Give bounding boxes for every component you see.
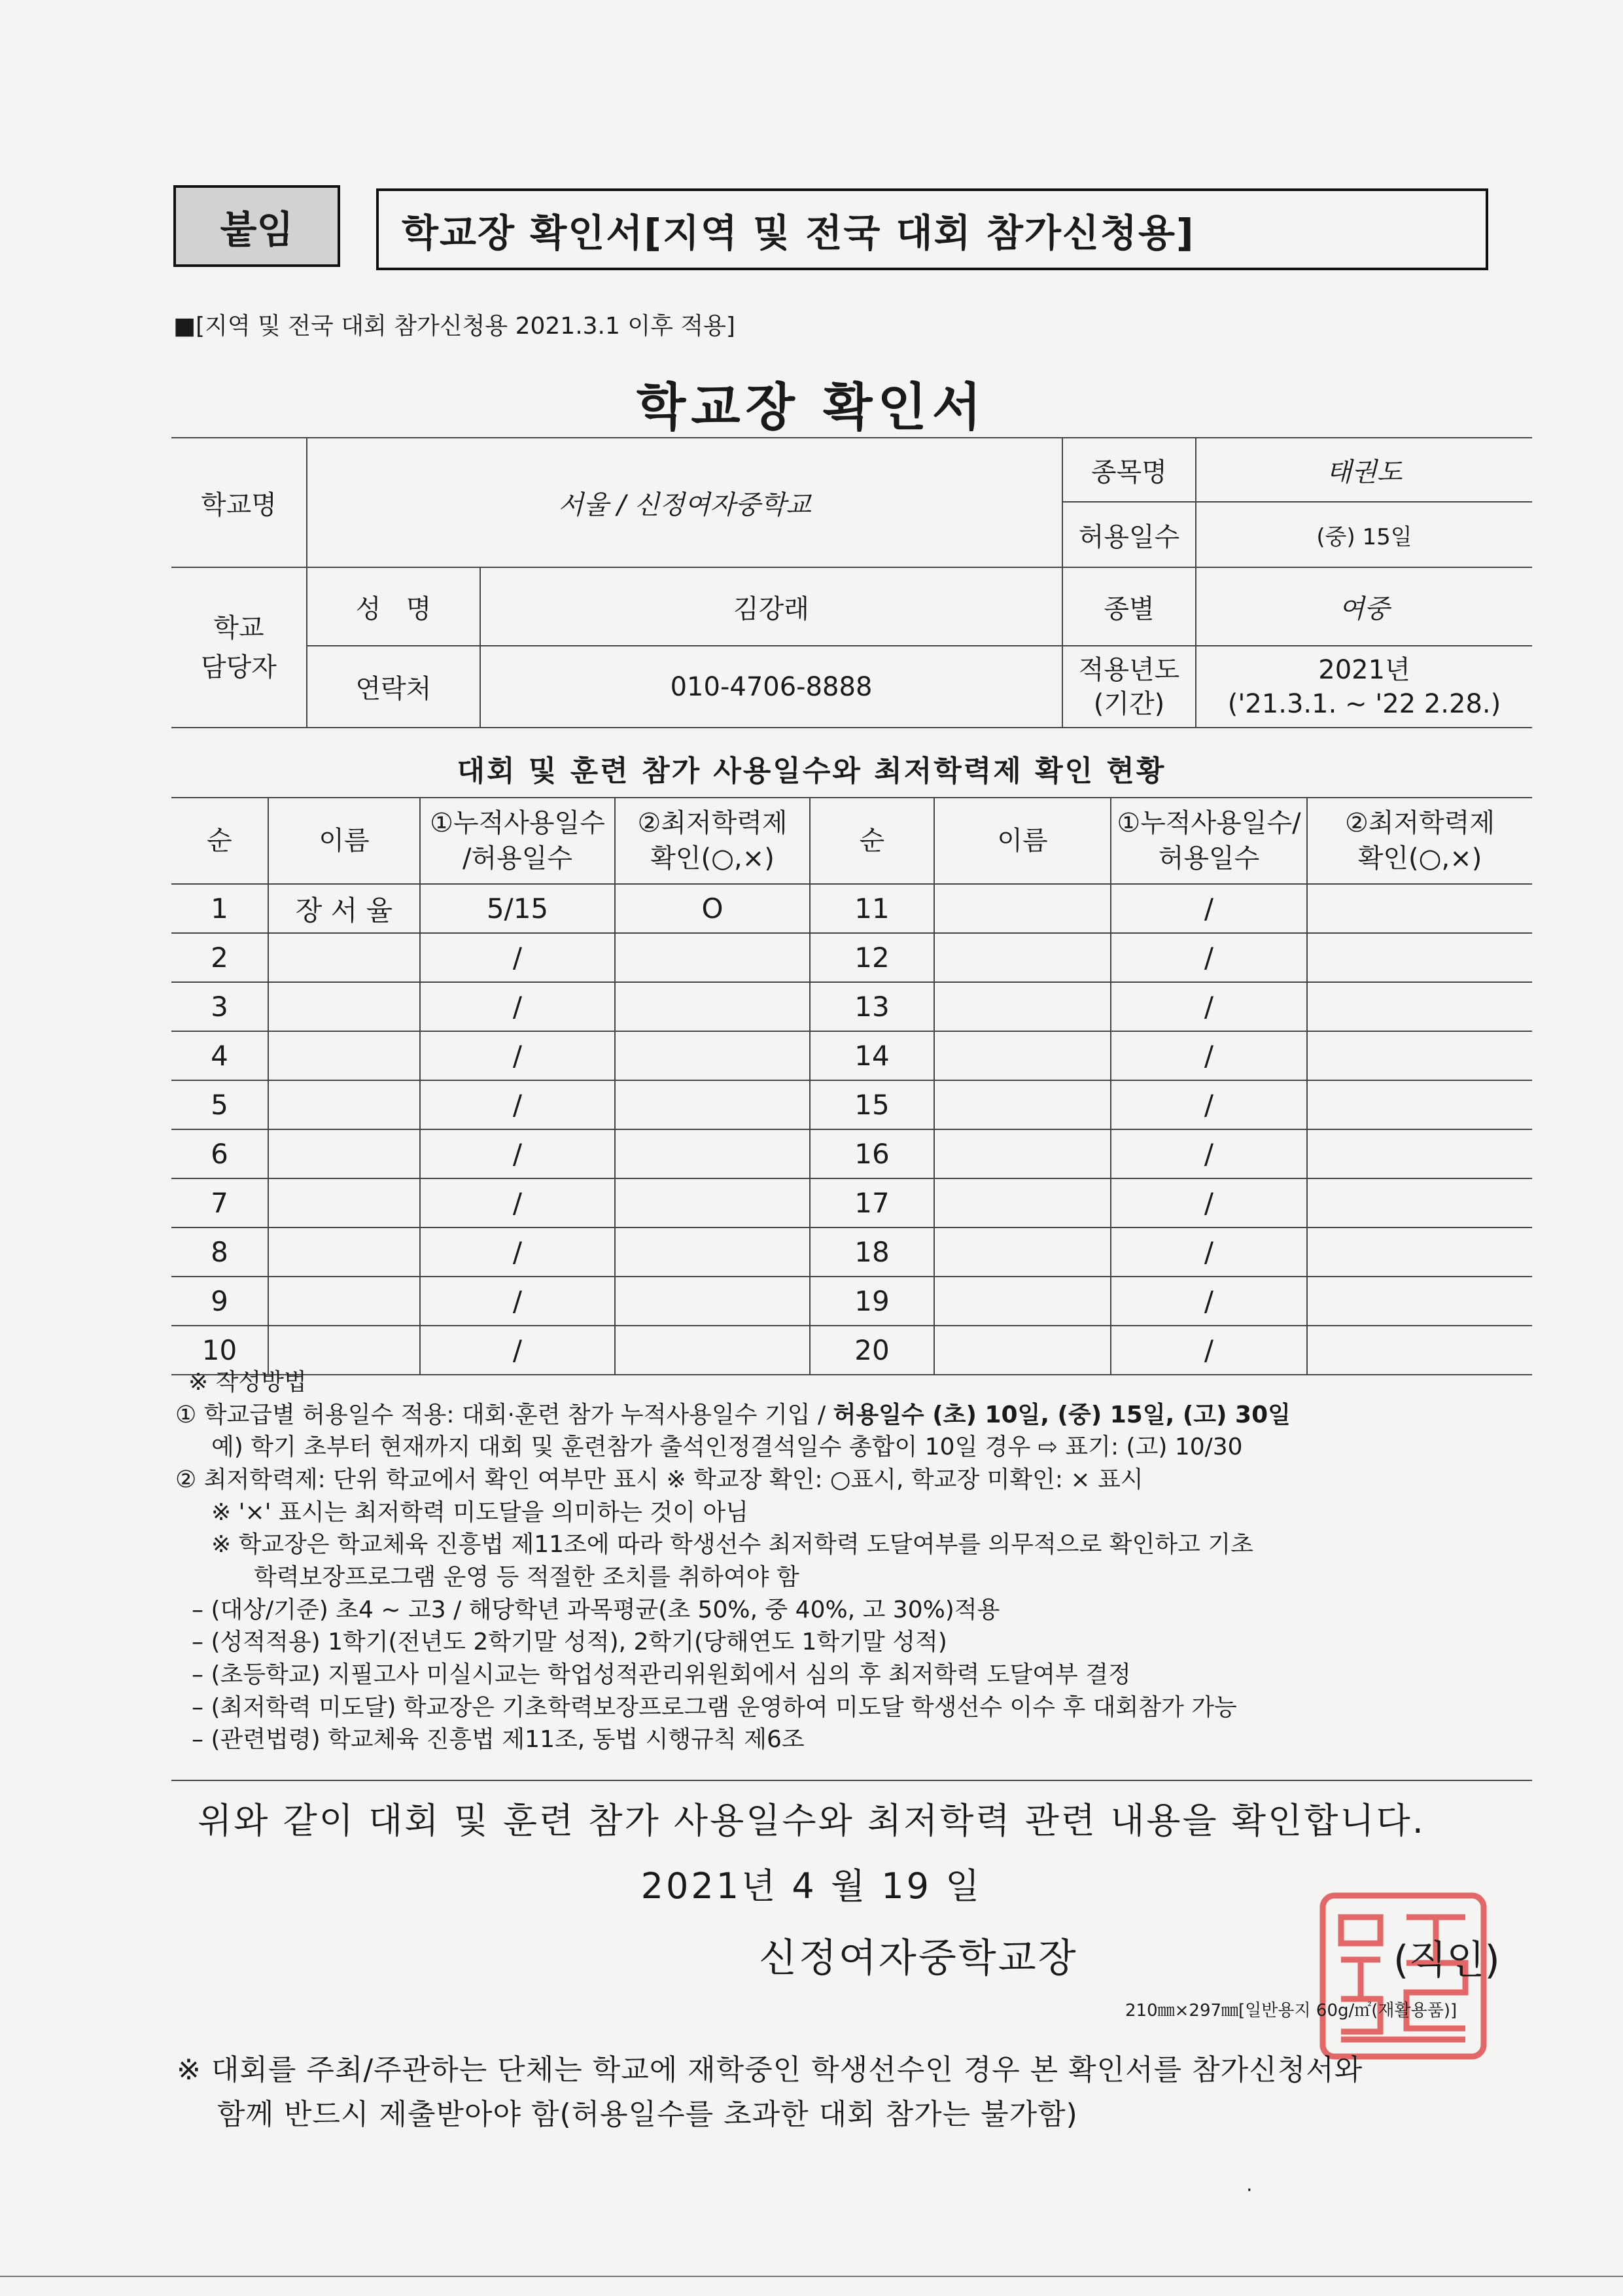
student-name [268,1227,420,1277]
row-number: 14 [810,1031,934,1080]
row-number: 7 [171,1178,268,1227]
days-used: / [1111,1227,1307,1277]
detail-5: – (관련법령) 학교체육 진흥법 제11조, 동법 시행규칙 제6조 [192,1726,805,1754]
col-days-right: ①누적사용일수/ 허용일수 [1111,798,1307,884]
days-used: / [1111,1277,1307,1326]
student-name [934,1227,1111,1277]
grade-check [615,1080,810,1129]
applies-note: ■[지역 및 전국 대회 참가신청용 2021.3.1 이후 적용] [173,313,735,340]
participation-table [171,797,1532,1375]
row-number: 13 [810,982,934,1031]
days-used: / [1111,1031,1307,1080]
days-used: / [1111,1326,1307,1375]
category-value: 여중 [1196,567,1532,646]
row-number: 12 [810,933,934,982]
grade-check [1307,1080,1532,1129]
note-1: ① 학교급별 허용일수 적용: 대회·훈련 참가 누적사용일수 기입 / 허용일수 (초) 10일, (중) 15일, (고) 30일 [175,1401,1291,1428]
manager-name-value: 김강래 [480,567,1062,646]
col-days: ①누적사용일수 /허용일수 [420,798,615,884]
days-used: / [420,1080,615,1129]
student-name [934,982,1111,1031]
note-1-example: 예) 학기 초부터 현재까지 대회 및 훈련참가 출석인정결석일수 총합이 10일 경우 ⇨ 표기: (고) 10/30 [211,1434,1243,1461]
bottom-edge [0,2276,1623,2277]
days-used: / [420,1277,615,1326]
seal-label: (직인) [1393,1937,1500,1983]
student-name [934,933,1111,982]
note-2: ② 최저학력제: 단위 학교에서 확인 여부만 표시 ※ 학교장 확인: ○표시, 학교장 미확인: × 표시 [175,1466,1143,1494]
row-number: 2 [171,933,268,982]
note-4-cont: 학력보장프로그램 운영 등 적절한 조치를 취하여야 함 [254,1564,799,1591]
footer-line-1: ※ 대회를 주최/주관하는 단체는 학교에 재학중인 학생선수인 경우 본 확인서를 참가신청서와 [177,2053,1363,2087]
row-number: 15 [810,1080,934,1129]
student-name [268,1178,420,1227]
row-number: 1 [171,884,268,933]
days-used: / [420,933,615,982]
student-name [934,1129,1111,1178]
days-used: / [420,982,615,1031]
grade-check [1307,1178,1532,1227]
info-table [171,437,1532,728]
manager-name-label: 성 명 [307,567,480,646]
grade-check [1307,1227,1532,1277]
allowed-days-value: (중) 15일 [1196,502,1532,567]
footer-line-2: 함께 반드시 제출받아야 함(허용일수를 초과한 대회 참가는 불가함) [217,2098,1078,2132]
row-number: 19 [810,1277,934,1326]
student-name [268,933,420,982]
col-name: 이름 [268,798,420,884]
detail-4: – (최저학력 미도달) 학교장은 기초학력보장프로그램 운영하여 미도달 학생선수 이수 후 대회참가 가능 [192,1693,1237,1721]
event-label: 종목명 [1062,438,1196,502]
days-used: / [1111,1178,1307,1227]
detail-2: – (성적적용) 1학기(전년도 2학기말 성적), 2학기(당해연도 1학기말 성적) [192,1629,947,1656]
header-title: 학교장 확인서[지역 및 전국 대회 참가신청용] [376,188,1488,270]
student-name [934,1178,1111,1227]
allowed-days-label: 허용일수 [1062,502,1196,567]
row-number: 4 [171,1031,268,1080]
col-name-right: 이름 [934,798,1111,884]
issue-date: 2021년 4 월 19 일 [640,1865,983,1907]
grade-check [1307,933,1532,982]
grade-check: O [615,884,810,933]
table-header-row [171,798,1532,884]
table-row [171,933,1532,982]
days-used: / [420,1129,615,1178]
row-number: 6 [171,1129,268,1178]
days-used: / [1111,982,1307,1031]
days-used: / [1111,933,1307,982]
table-row [171,1277,1532,1326]
student-name [934,884,1111,933]
days-used: / [420,1031,615,1080]
row-number: 5 [171,1080,268,1129]
student-name [934,1080,1111,1129]
grade-check [1307,982,1532,1031]
category-label: 종별 [1062,567,1196,646]
year-value: 2021년 ('21.3.1. ~ '22 2.28.) [1196,646,1532,728]
document-title: 학교장 확인서 [636,378,987,437]
note-3: ※ '×' 표시는 최저학력 미도달을 의미하는 것이 아님 [211,1498,748,1526]
student-name [268,1277,420,1326]
grade-check [615,982,810,1031]
table-row [171,1031,1532,1080]
days-used: / [420,1227,615,1277]
grade-check [615,1129,810,1178]
col-no: 순 [171,798,268,884]
footer-note [177,2048,1550,2137]
manager-label: 학교 담당자 [171,567,307,728]
contact-value: 010-4706-8888 [480,646,1062,728]
notes-heading: ※ 작성방법 [188,1369,307,1396]
detail-3: – (초등학교) 지필고사 미실시교는 학업성적관리위원회에서 심의 후 최저학력 도달여부 결정 [192,1661,1131,1689]
student-name [268,982,420,1031]
student-name [934,1277,1111,1326]
divider [171,1780,1532,1781]
table-row [171,1080,1532,1129]
grade-check [615,1178,810,1227]
table-row [171,1129,1532,1178]
days-used: / [1111,884,1307,933]
days-used: / [420,1326,615,1375]
school-value: 서울 / 신정여자중학교 [307,438,1062,567]
attachment-badge: 붙임 [173,185,340,267]
days-used: 5/15 [420,884,615,933]
table-row [171,884,1532,933]
paper-spec: 210㎜×297㎜[일반용지 60g/㎡(재활용품)] [1125,2001,1457,2021]
grade-check [1307,1031,1532,1080]
year-label: 적용년도 (기간) [1062,646,1196,728]
event-value: 태권도 [1196,438,1532,502]
note-4: ※ 학교장은 학교체육 진흥법 제11조에 따라 학생선수 최저학력 도달여부를 의무적으로 확인하고 기초 [211,1531,1253,1559]
contact-label: 연락처 [307,646,480,728]
table-row [171,982,1532,1031]
days-used: / [420,1178,615,1227]
row-number: 3 [171,982,268,1031]
student-name [934,1031,1111,1080]
status-heading: 대회 및 훈련 참가 사용일수와 최저학력제 확인 현황 [457,754,1166,788]
grade-check [615,1031,810,1080]
student-name [268,1080,420,1129]
col-check-right: ②최저학력제 확인(○,×) [1307,798,1532,884]
detail-1: – (대상/기준) 초4 ~ 고3 / 해당학년 과목평균(초 50%, 중 40%, 고 30%)적용 [192,1596,1000,1623]
row-number: 17 [810,1178,934,1227]
row-number: 10 [171,1326,268,1375]
row-number: 9 [171,1277,268,1326]
row-number: 8 [171,1227,268,1277]
school-label: 학교명 [171,438,307,567]
instructions [175,1366,1543,1756]
days-used: / [1111,1080,1307,1129]
grade-check [615,1277,810,1326]
days-used: / [1111,1129,1307,1178]
row-number: 16 [810,1129,934,1178]
col-no-right: 순 [810,798,934,884]
row-number: 18 [810,1227,934,1277]
row-number: 20 [810,1326,934,1375]
grade-check [615,1227,810,1277]
grade-check [615,933,810,982]
table-row [171,1178,1532,1227]
grade-check [1307,1129,1532,1178]
principal-title: 신정여자중학교장 [759,1935,1078,1981]
confirmation-statement: 위와 같이 대회 및 훈련 참가 사용일수와 최저학력 관련 내용을 확인합니다. [198,1800,1425,1841]
grade-check [1307,884,1532,933]
student-name [268,1031,420,1080]
stray-mark: · [1246,2179,1253,2202]
student-name [268,1129,420,1178]
grade-check [1307,1277,1532,1326]
table-row [171,1227,1532,1277]
col-check: ②최저학력제 확인(○,×) [615,798,810,884]
row-number: 11 [810,884,934,933]
student-name: 장 서 율 [268,884,420,933]
